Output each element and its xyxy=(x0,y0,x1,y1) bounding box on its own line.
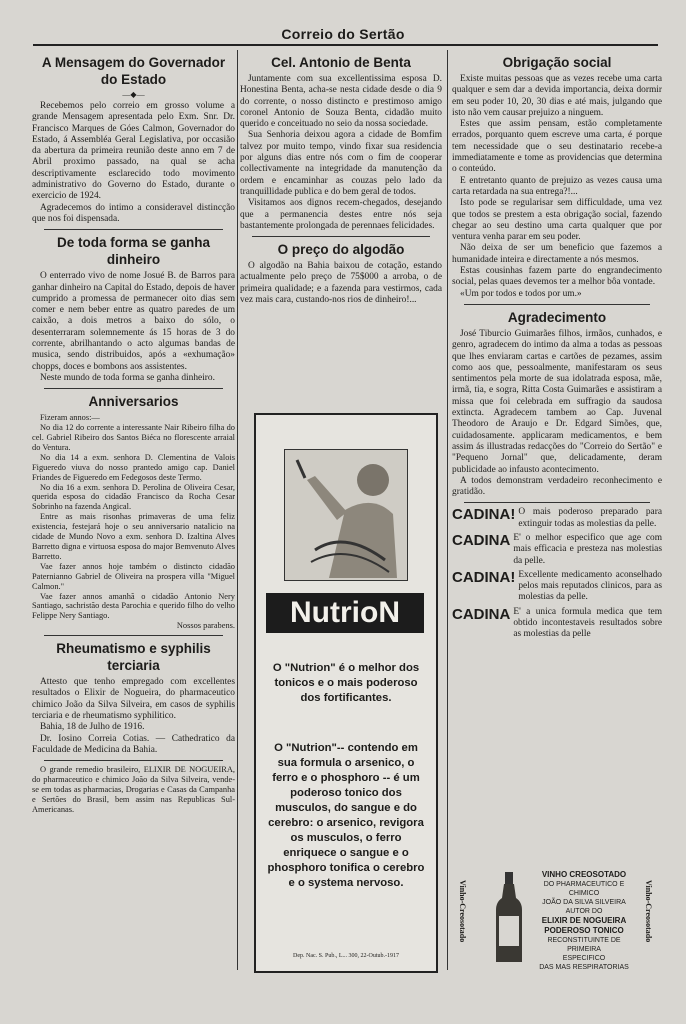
paragraph: Dr. Iosino Correia Cotias. — Cathedratico da Faculdade de Medicina da Bahia. xyxy=(32,733,235,755)
paragraph: O grande remedio brasileiro, ELIXIR DE NOGUEIRA, do pharmaceutico e chimico João da Silva Silveira, vende-se em todas as pharmacias, Drogarias e Casas da Campanha e Sertões do Brasil, bem assim nas Republicas Sul-Americanas. xyxy=(32,765,235,814)
ad-registration: Dep. Nac. S. Pub., L... 300, 22-Outub.-1917 xyxy=(293,953,399,959)
headline-dinheiro: De toda forma se ganha dinheiro xyxy=(56,235,211,268)
paragraph: Estas cousinhas fazem parte do engrandecimento social, pelas quaes devemos ter a melhor bôa vontade. xyxy=(452,266,662,288)
nutrion-advertisement xyxy=(254,413,438,973)
paragraph: José Tiburcio Guimarães filhos, irmãos, cunhados, e genro, agradecem do intimo da alma a todas as pessoas que lhes enviaram cartas e cartões de pezames, assim como aos que, pessoalmente, manifestaram os seus sentimentos pela morte de sua idolatrada esposa, mãe, irmã, tia, e sogra, Ritta Costa Guimarães e assistiram a missa que foi celebrada em suffragio da saudosa extincta. Agradecem tambem ao Cap. Juvenal Theodoro de Araujo e Dr. Edgard Simões, que, cuidadosamente. applicaram medicamentos, e bem assim ás illustradas redacções do "Correio do Sertão" e "Pequeno Jornal" que, delicadamente, deram publicidade ao infausto acontecimento. xyxy=(452,328,662,475)
vinho-line: RECONSTITUINTE DE PRIMEIRA xyxy=(547,937,621,953)
cadina-ad xyxy=(452,507,662,530)
paragraph: No dia 16 a exm. senhora D. Perolina de Oliveira Cesar, querida esposa do cidadão Francisco da Rocha Cesar Sobrinho na fazenda Angical. xyxy=(32,482,235,512)
cadina-text: Excellente medicamento aconselhado pelos mais reputados clinicos, para as molestias da pelle. xyxy=(518,569,662,603)
paragraph: Bahia, 18 de Julho de 1916. xyxy=(40,722,145,733)
cadina-text: O mais poderoso preparado para extinguir todas as molestias da pelle. xyxy=(518,507,662,529)
cadina-heading: CADINA xyxy=(452,605,511,623)
masthead: Correio do Sertão xyxy=(281,26,405,42)
cadina-text: E' o melhor especifico que age com mais efficacia e presteza nas molestias da pelle. xyxy=(513,532,662,566)
article-divider xyxy=(44,635,223,636)
vinho-line: AUTOR DO xyxy=(565,908,603,915)
article-divider xyxy=(44,760,223,761)
vinho-creosotado-ad xyxy=(458,870,658,970)
vinho-line: PODEROSO TONICO xyxy=(544,926,624,935)
paragraph: Juntamente com sua excellentissima esposa D. Honestina Benta, acha-se nesta cidade desde o dia 9 do corrente, o nosso distincto e prestimoso amigo coronel Antonio de Souza Benta, cidadão muito querido e conceituado no seio da nossa sociedade. xyxy=(240,74,442,130)
cadina-ad xyxy=(452,607,662,641)
ad-text: O "Nutrion"-- contendo em sua formula o arsenico, o ferro e o phosphoro -- é um poderoso tonico dos musculos, do sangue e do cerebro: o arsenico, revigora os musculos, o ferro enriquece o sangue e o phosphoro tonifica o cerebro e o systema nervoso. xyxy=(267,742,425,889)
column-divider xyxy=(447,50,448,970)
column-3 xyxy=(452,50,662,978)
paragraph: Neste mundo de toda forma se ganha dinheiro. xyxy=(40,372,215,383)
vinho-side-label: Vinho-Creosotado xyxy=(644,880,653,943)
headline-algodao: O preço do algodão xyxy=(277,242,405,258)
paragraph: Visitamos aos dignos recem-chegados, desejando que a permanencia destes entre nós seja bastantemente prolongada de perennaes felicidades. xyxy=(240,198,442,231)
paragraph: No dia 14 a exm. senhora D. Clementina de Valois Figueredo viuva do nosso prantedo amigo cap. Daniel Friandes de Figueredo em Fedegosos deste Termo. xyxy=(32,452,235,482)
paragraph: Vae fazer annos hoje também o distincto cidadão Paternianno Gabriel de Oliveira na prospera villa "Miguel Calmon." xyxy=(32,561,235,591)
paragraph: E entretanto quanto de prejuizo as vezes causa uma carta retardada na sua entrega?!... xyxy=(452,175,662,197)
vinho-line: JOÃO DA SILVA SILVEIRA xyxy=(542,899,626,906)
paragraph: Attesto que tenho empregado com excellentes resultados o Elixir de Nogueira, do pharmaceutico chimico João da Silva Silveira, em casos de syphilis terciaria e de rheumatismo syphilitico. xyxy=(32,677,235,722)
cadina-heading: CADINA! xyxy=(452,506,516,524)
headline-rheumatismo: Rheumatismo e syphilis terciaria xyxy=(56,641,211,674)
paragraph: Nossos parabens. xyxy=(176,621,235,631)
paragraph: A todos demonstram verdadeiro reconhecimento e gratidão. xyxy=(452,475,662,498)
vinho-line: DAS MAS RESPIRATORIAS xyxy=(539,964,629,971)
paragraph: «Um por todos e todos por um.» xyxy=(460,288,582,299)
headline-obrigacao: Obrigação social xyxy=(502,55,612,70)
paragraph: Existe muitas pessoas que as vezes recebe uma carta qualquer e sem dar a devida importancia, deixa dormir em seu poder 10, 20, 30 dias e até mais, julgando que isto não vem causar prejuizo a ninguem. xyxy=(452,74,662,118)
paragraph: Estes que assim pensam, estão completamente errados, porquanto quem escreve uma carta, é porque tem necessidade que o seu destinatario recebe-a immediatamente e tome as providencias que determina o conteúdo. xyxy=(452,119,662,175)
athlete-figure-icon xyxy=(285,450,407,580)
vinho-line: ESPECIFICO xyxy=(562,955,606,962)
paragraph: Fizeram annos:— xyxy=(40,413,100,423)
vinho-line: DO PHARMACEUTICO E CHIMICO xyxy=(543,881,625,897)
headline-benta: Cel. Antonio de Benta xyxy=(271,55,411,70)
ornament: —◆— xyxy=(122,90,145,99)
paragraph: O enterrado vivo de nome Josué B. de Barros para ganhar dinheiro na Capital do Estado, depois de haver cumprido a promessa de permanecer oito dias sem comer e nem beber entre as quatro paredes de um caixão, a dois metros a baixo do sólo, o desenterraram solemnemente ás 15 horas de 3 do corrente, abrilhantando o acto algumas bandas de musica, sendo distribuidos, após a «exhumação» chopps, doces e bombons aos assistentes. xyxy=(32,271,235,372)
vinho-line: ELIXIR DE NOGUEIRA xyxy=(541,916,627,925)
paragraph: No dia 12 do corrente a interessante Nair Ribeiro filha do cel. Gabriel Ribeiro dos Santos Biéca no florescente arraial do Ventura. xyxy=(32,423,235,452)
cadina-ad xyxy=(452,570,662,604)
cadina-heading: CADINA! xyxy=(452,568,516,586)
cadina-text: E' a unica formula medica que tem obtido incontestaveis resultados sobre as molestias da pelle xyxy=(513,606,662,640)
ad-text: O "Nutrion" é o melhor dos tonicos e o mais poderoso dos fortificantes. xyxy=(272,662,420,704)
column-divider xyxy=(237,50,238,970)
headline-mensagem: A Mensagem do Governador do Estado xyxy=(41,55,226,87)
paragraph: Agradecemos do intimo a consideravel distincção que nos foi dispensada. xyxy=(32,202,235,224)
headline-anniversarios: Anniversarios xyxy=(88,394,179,410)
article-divider xyxy=(252,236,430,237)
ad-illustration xyxy=(284,449,408,581)
vinho-side-label: Vinho-Creosotado xyxy=(458,880,467,943)
article-divider xyxy=(464,304,650,305)
paragraph: Entre as mais risonhas primaveras de uma feliz existencia, festejará hoje o seu anniversario natalicio na cidade de Mundo Novo a exm. senhora D. Izaltina Alves Barretto digna e virtuosa esposa do major Bemvenuto Alves Barretto. xyxy=(32,512,235,561)
vinho-label xyxy=(530,870,638,972)
vinho-title: VINHO CREOSOTADO xyxy=(541,870,627,879)
paragraph: Sua Senhoria deixou agora a cidade de Bomfim talvez por muito tempo, vindo fixar sua residencia por alguns dias entre nós com o fim de cooperar collectivamente na integridade da manutenção da ordem e encaminhar as couzas pelo lado da tranquillidade publica e do bem geral de todos. xyxy=(240,130,442,197)
paragraph: Recebemos pelo correio em grosso volume a grande Mensagem apresentada pelo Exm. Snr. Dr. Francisco Marques de Góes Calmon, Governador do Estado, á Assembléa Geral Legislativa, por occasião da abertura da primeira reunião deste anno em 7 de Abril proximo passado, na qual se acha descriptivamente esclarecido todo movimento administrativo do Governo do Estado, durante o exercicio de 1924. xyxy=(32,101,235,202)
nutrion-logo: NutrioN xyxy=(266,593,424,633)
article-divider xyxy=(44,388,223,389)
headline-agradecimento: Agradecimento xyxy=(507,309,607,325)
top-rule xyxy=(33,44,658,46)
paragraph: Vae fazer annos amanhã o cidadão Antonio Nery Santiago, sachristão desta Parochia e querido filho do velho Felippe Nery Santiago. xyxy=(32,591,235,621)
paragraph: Não deixa de ser um beneficio que fazemos a humanidade inteira e directamente a nós mesmos. xyxy=(452,243,662,265)
cadina-ad xyxy=(452,533,662,567)
paragraph: Isto pode se regularisar sem difficuldade, uma vez que todos se prestem a esta obrigação social, fazendo chegar ao seu destino uma carta qualquer que por ventura venha parar em seu poder. xyxy=(452,198,662,243)
cadina-heading: CADINA xyxy=(452,531,511,549)
column-1 xyxy=(32,50,235,978)
article-divider xyxy=(44,229,223,230)
paragraph: O algodão na Bahia baixou de cotação, estando actualmente pelo preço de 75$000 a arroba, o de primeira qualidade; e a fazenda para vestirmos, cada vez mais cara, custando-nos rios de dinheiro!... xyxy=(240,261,442,306)
bottle-icon xyxy=(494,872,524,964)
article-divider xyxy=(464,502,650,503)
